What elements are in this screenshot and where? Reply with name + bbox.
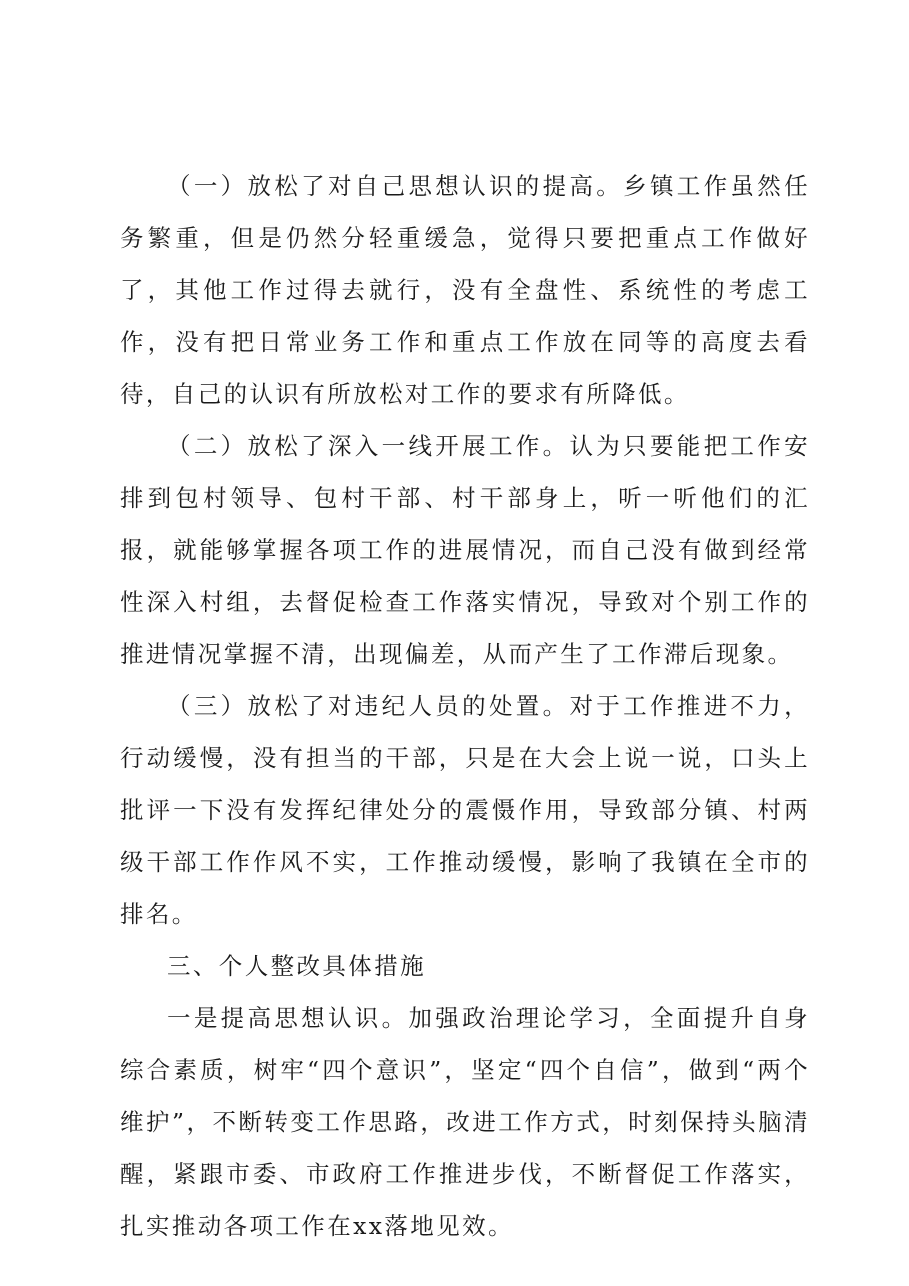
paragraph-problem-2: （二）放松了深入一线开展工作。认为只要能把工作安排到包村领导、包村干部、村干部身上，听一听他们的汇报，就能够掌握各项工作的进展情况，而自己没有做到经常性深入村组，去督促检查工作落实情况，导致对个别工作的推进情况掌握不清，出现偏差，从而产生了工作滞后现象。 [120,432,810,668]
paragraph-problem-1: （一）放松了对自己思想认识的提高。乡镇工作虽然任务繁重，但是仍然分轻重缓急，觉得只要把重点工作做好了，其他工作过得去就行，没有全盘性、系统性的考虑工作，没有把日常业务工作和重点工作放在同等的高度去看待，自己的认识有所放松对工作的要求有所降低。 [120,172,810,408]
paragraph-problem-3: （三）放松了对违纪人员的处置。对于工作推进不力，行动缓慢，没有担当的干部，只是在大会上说一说，口头上批评一下没有发挥纪律处分的震慑作用，导致部分镇、村两级干部工作作风不实，工作推动缓慢，影响了我镇在全市的排名。 [120,692,810,928]
paragraph-measure-1: 一是提高思想认识。加强政治理论学习，全面提升自身综合素质，树牢“四个意识”，坚定“四个自信”，做到“两个维护”，不断转变工作思路，改进工作方式，时刻保持头脑清醒，紧跟市委、市政府工作推进步伐，不断督促工作落实，扎实推动各项工作在xx落地见效。 [120,1004,810,1240]
section-heading: 三、个人整改具体措施 [167,952,426,980]
document-body [120,160,810,1252]
